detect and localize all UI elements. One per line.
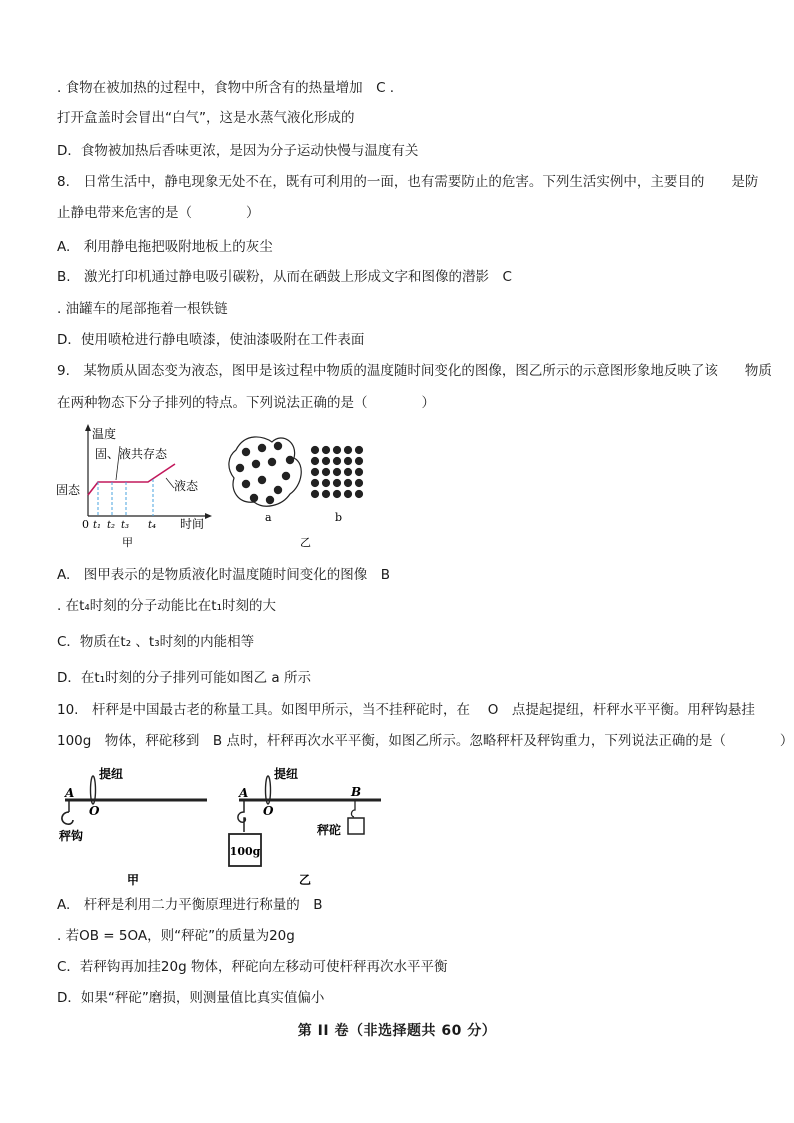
q9-solid-molecules — [311, 446, 363, 498]
q10-option-c: C．若秤钩再加挂20g 物体，秤砣向左移动可使杆秤再次水平平衡 — [57, 959, 448, 975]
molecule-dot — [286, 456, 294, 464]
q10-a-label-1: A — [65, 786, 75, 800]
molecule-dot — [322, 457, 330, 465]
q9-label-b: b — [335, 511, 343, 524]
q8-stem-1: 8. 日常生活中，静电现象无处不在，既有可利用的一面，也有需要防止的危害。下列生活实例中，主要目的 是防 — [57, 174, 759, 190]
molecule-dot — [322, 446, 330, 454]
molecule-dot — [355, 468, 363, 476]
molecule-dot — [252, 460, 260, 468]
q10-b-label: B — [351, 785, 362, 799]
molecule-dot — [311, 490, 319, 498]
q10-option-a: A. 杆秤是利用二力平衡原理进行称量的 B — [57, 897, 323, 913]
section-title: 第 II 卷（非选择题共 60 分） — [297, 1023, 497, 1039]
q10-caption-a: 甲 — [127, 873, 140, 887]
q10-stem-2: 100g 物体，秤砣移到 B 点时，杆秤再次水平平衡，如图乙所示。忽略秤杆及秤钩重力，下列说法正确的是（ ） — [57, 733, 794, 749]
q9-t1: t₁ — [93, 520, 102, 531]
q9-t4: t₄ — [148, 520, 157, 531]
q10-knob-label-2: 提纽 — [274, 767, 299, 781]
q10-a-label-2: A — [239, 786, 249, 800]
molecule-dot — [322, 479, 330, 487]
molecule-dot — [333, 468, 341, 476]
q9-label-a: a — [265, 511, 272, 524]
text-line-1: . 食物在被加热的过程中，食物中所含有的热量增加 C . — [57, 80, 395, 96]
molecule-dot — [311, 468, 319, 476]
q10-option-d: D．如果“秤砣”磨损，则测量值比真实值偏小 — [57, 990, 325, 1006]
q8-option-b: B. 激光打印机通过静电吸引碳粉，从而在硒鼓上形成文字和图像的潜影 C — [57, 269, 512, 285]
molecule-dot — [344, 468, 352, 476]
molecule-dot — [258, 444, 266, 452]
q9-liquid-molecules — [236, 442, 294, 504]
q10-stem-1: 10. 杆秤是中国最古老的称量工具。如图甲所示，当不挂秤砣时，在 O 点提起提纽，杆秤水平平衡。用秤钩悬挂 — [57, 702, 755, 718]
molecule-dot — [258, 476, 266, 484]
q10-figure — [55, 760, 395, 890]
q9-stem-2: 在两种物态下分子排列的特点。下列说法正确的是（ ） — [57, 395, 435, 411]
q10-o-label-1: O — [89, 804, 100, 818]
q9-figure — [50, 420, 370, 552]
q10-caption-b: 乙 — [299, 873, 312, 887]
q9-liquid-label: 液态 — [174, 479, 199, 493]
molecule-dot — [311, 457, 319, 465]
q10-o-label-2: O — [263, 804, 274, 818]
text-line-2: 打开盒盖时会冒出“白气”，这是水蒸气液化形成的 — [57, 110, 355, 126]
molecule-dot — [355, 457, 363, 465]
molecule-dot — [242, 448, 250, 456]
molecule-dot — [311, 446, 319, 454]
q9-stem-1: 9. 某物质从固态变为液态，图甲是该过程中物质的温度随时间变化的图像，图乙所示的示意图形象地反映了该 物质 — [57, 363, 772, 379]
q9-t2: t₂ — [107, 520, 116, 531]
q9-mix-label: 固、液共存态 — [95, 447, 168, 461]
molecule-dot — [322, 490, 330, 498]
molecule-dot — [355, 446, 363, 454]
q9-xlabel: 时间 — [180, 517, 205, 531]
molecule-dot — [333, 457, 341, 465]
q8-option-c: . 油罐车的尾部拖着一根铁链 — [57, 301, 228, 317]
molecule-dot — [333, 446, 341, 454]
molecule-dot — [333, 479, 341, 487]
molecule-dot — [236, 464, 244, 472]
molecule-dot — [333, 490, 341, 498]
q9-ylabel: 温度 — [92, 427, 117, 441]
molecule-dot — [282, 472, 290, 480]
molecule-dot — [250, 494, 258, 502]
q8-option-a: A. 利用静电拖把吸附地板上的灰尘 — [57, 239, 273, 255]
molecule-dot — [268, 458, 276, 466]
molecule-dot — [311, 479, 319, 487]
q9-option-a: A. 图甲表示的是物质液化时温度随时间变化的图像 B — [57, 567, 391, 583]
molecule-dot — [355, 479, 363, 487]
q9-option-c: C．物质在t₂ 、t₃时刻的内能相等 — [57, 634, 255, 650]
q9-option-b: . 在t₄时刻的分子动能比在t₁时刻的大 — [57, 598, 276, 614]
q10-knob-label-1: 提纽 — [99, 767, 124, 781]
molecule-dot — [274, 486, 282, 494]
q9-caption-a: 甲 — [122, 536, 133, 549]
molecule-dot — [274, 442, 282, 450]
q9-t3: t₃ — [121, 520, 130, 531]
q10-option-b: . 若OB = 5OA，则“秤砣”的质量为20g — [57, 928, 295, 944]
q9-option-d: D．在t₁时刻的分子排列可能如图乙 a 所示 — [57, 670, 311, 686]
q9-solid-label: 固态 — [56, 483, 81, 497]
molecule-dot — [322, 468, 330, 476]
molecule-dot — [266, 496, 274, 504]
molecule-dot — [344, 446, 352, 454]
molecule-dot — [344, 457, 352, 465]
q10-hook-label: 秤钩 — [59, 829, 84, 843]
q8-option-d: D．使用喷枪进行静电喷漆，使油漆吸附在工件表面 — [57, 332, 365, 348]
q10-mass-label: 100g — [229, 845, 261, 858]
q9-caption-b: 乙 — [300, 536, 311, 549]
q10-weight-label: 秤砣 — [317, 823, 342, 837]
q9-origin: 0 — [82, 518, 89, 531]
molecule-dot — [344, 490, 352, 498]
option-d-q7: D．食物被加热后香味更浓，是因为分子运动快慢与温度有关 — [57, 143, 419, 159]
molecule-dot — [242, 480, 250, 488]
molecule-dot — [355, 490, 363, 498]
molecule-dot — [344, 479, 352, 487]
q8-stem-2: 止静电带来危害的是（ ） — [57, 205, 260, 221]
